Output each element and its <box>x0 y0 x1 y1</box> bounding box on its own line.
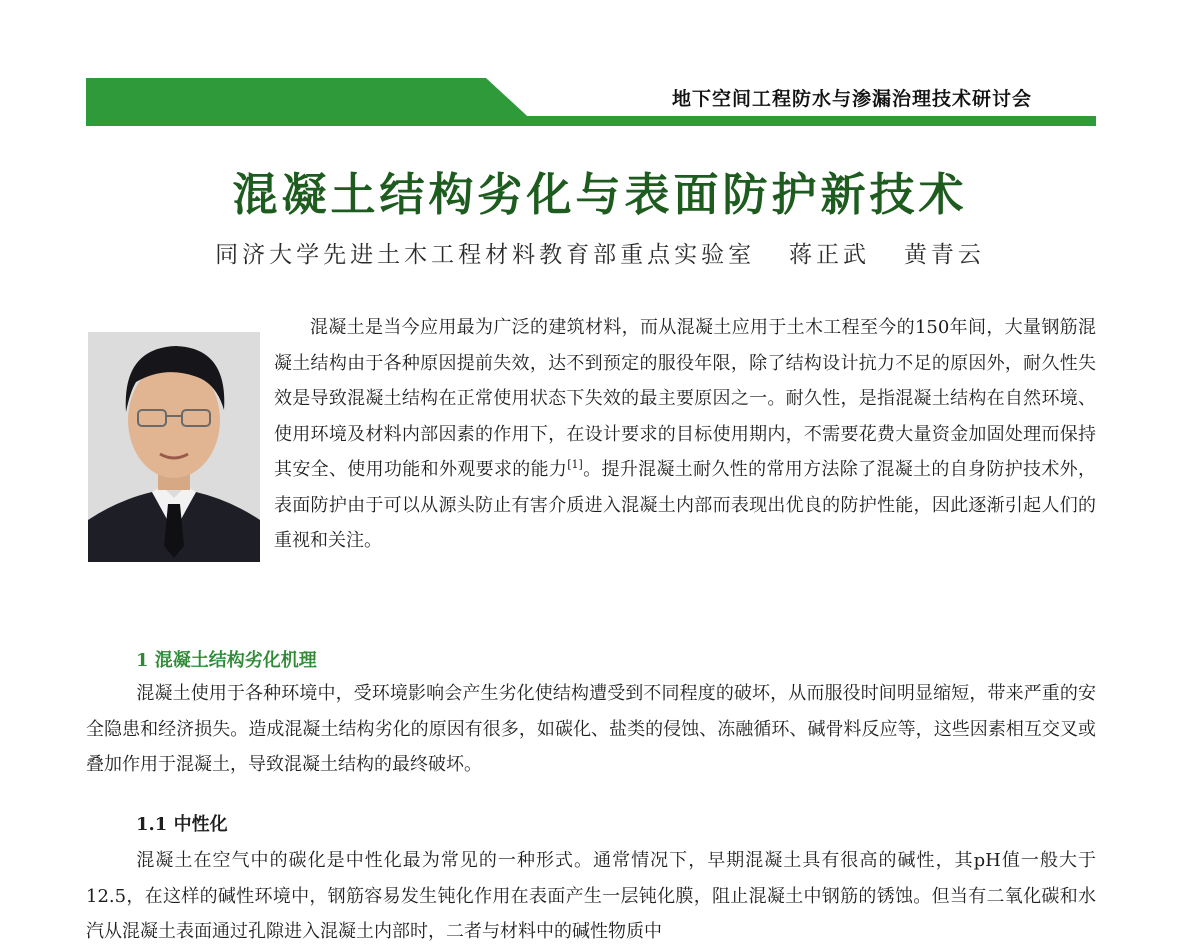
subsection-heading: 1.1 中性化 <box>136 814 228 835</box>
conference-name: 地下空间工程防水与渗漏治理技术研讨会 <box>671 88 1032 110</box>
abstract-text: 混凝土是当今应用最为广泛的建筑材料，而从混凝土应用于土木工程至今的150年间，大量钢筋混凝土结构由于各种原因提前失效，达不到预定的服役年限，除了结构设计抗力不足的原因外，耐久性失效是导致混凝土结构在正常使用状态下失效的最主要原因之一。耐久性，是指混凝土结构在自然环境、使用环境及材料内部因素的作用下，在设计要求的目标使用期内，不需要花费大量资金加固处理而保持其安全、使用功能和外观要求的能力 <box>274 317 1096 480</box>
photo-float-spacer <box>86 310 274 594</box>
author-affiliation-line: 同济大学先进土木工程材料教育部重点实验室 蒋正武 黄青云 <box>215 242 985 268</box>
citation-marker: [1] <box>567 458 583 471</box>
subsection-paragraph: 混凝土在空气中的碳化是中性化最为常见的一种形式。通常情况下，早期混凝土具有很高的碱性，其pH值一般大于12.5，在这样的碱性环境中，钢筋容易发生钝化作用在表面产生一层钝化膜，阻止混凝土中钢筋的锈蚀。但当有二氧化碳和水汽从混凝土表面通过孔隙进入混凝土内部时，二者与材料中的碱性物质中 <box>86 850 1096 942</box>
section-paragraph: 混凝土使用于各种环境中，受环境影响会产生劣化使结构遭受到不同程度的破坏，从而服役时间明显缩短，带来严重的安全隐患和经济损失。造成混凝土结构劣化的原因有很多，如碳化、盐类的侵蚀、冻融循环、碱骨料反应等，这些因素相互交叉或叠加作用于混凝土，导致混凝土结构的最终破坏。 <box>86 683 1096 775</box>
article-title: 混凝土结构劣化与表面防护新技术 <box>232 168 968 221</box>
header-banner-rule <box>86 116 1096 126</box>
abstract-block <box>86 310 1096 594</box>
abstract-text-continued: 。提升混凝土耐久性的常用方法除了混凝土的自身防护技术外，表面防护由于可以从源头防止有害介质进入混凝土内部而表现出优良的防护性能，因此逐渐引起人们的重视和关注。 <box>274 459 1097 551</box>
section-heading: 1 混凝土结构劣化机理 <box>136 650 317 671</box>
